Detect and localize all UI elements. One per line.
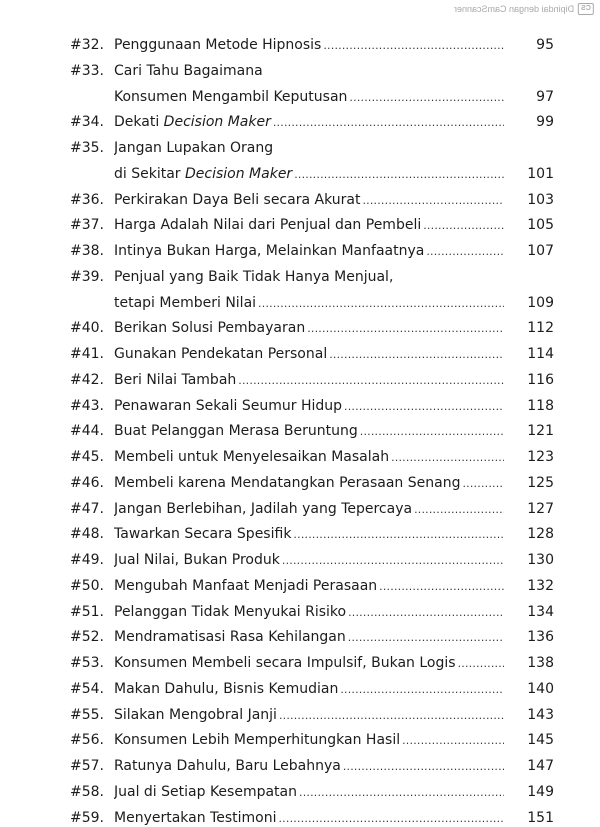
toc-entry-number: #36. [70, 191, 104, 208]
toc-entry-title-segment: Jangan Berlebihan, Jadilah yang Tepercaya [114, 500, 413, 517]
toc-entry-line [0, 188, 600, 214]
toc-entry [0, 548, 600, 574]
toc-entry-title [114, 110, 271, 136]
toc-entry-title-segment: di Sekitar [114, 165, 185, 182]
toc-entry [0, 239, 600, 265]
toc-entry [0, 213, 600, 239]
toc-leader-dots [402, 728, 504, 754]
toc-page-number: 140 [527, 680, 554, 697]
toc-entry-title [114, 548, 280, 574]
toc-leader-dots [323, 33, 504, 59]
toc-entry-number: #50. [70, 577, 104, 594]
toc-entry-title [114, 728, 400, 754]
toc-entry-number: #54. [70, 680, 104, 697]
toc-entry-title-wrap [114, 574, 504, 600]
toc-leader-dots [426, 239, 504, 265]
toc-entry-title-segment: Pelanggan Tidak Menyukai Risiko [114, 603, 347, 620]
toc-entry-title-segment: Konsumen Membeli secara Impulsif, Bukan Logis [114, 655, 456, 671]
camscanner-logo-icon: CS [578, 3, 594, 15]
toc-entry-number: #53. [70, 655, 104, 671]
toc-page-number: 151 [527, 809, 554, 826]
toc-entry-title-wrap [114, 806, 504, 827]
toc-entry-number: #37. [70, 217, 104, 234]
toc-entry [0, 574, 600, 600]
toc-page-number: 123 [527, 449, 554, 465]
toc-entry-title-segment: Silakan Mengobral Janji [114, 706, 277, 723]
toc-entry [0, 368, 600, 394]
toc-entry-title-segment: Menyertakan Testimoni [114, 809, 277, 826]
toc-page-number: 114 [527, 346, 554, 362]
toc-entry-title-segment: Penjual yang Baik Tidak Hanya Menjual, [114, 268, 394, 285]
toc-entry-title-wrap [114, 625, 504, 651]
toc-entry-line [0, 239, 600, 265]
toc-entry-title-wrap [114, 419, 504, 445]
toc-entry [0, 625, 600, 651]
toc-leader-dots [282, 548, 504, 574]
toc-entry [0, 471, 600, 497]
toc-leader-dots [458, 651, 504, 677]
toc-entry-title-segment: Gunakan Pendekatan Personal [114, 346, 328, 362]
toc-entry [0, 780, 600, 806]
toc-entry-line [0, 394, 600, 420]
toc-page-number: 101 [527, 165, 554, 182]
toc-entry-number: #42. [70, 371, 104, 388]
toc-entry-number: #33. [70, 62, 104, 79]
toc-page-number: 147 [527, 758, 554, 774]
toc-page-number: 136 [527, 629, 554, 646]
toc-leader-dots [423, 213, 504, 239]
toc-page-number: 99 [536, 114, 554, 131]
toc-entry-line [0, 780, 600, 806]
toc-entry-title [114, 651, 456, 677]
toc-entry-line [0, 136, 600, 162]
toc-leader-dots [343, 754, 504, 780]
toc-entry [0, 445, 600, 471]
toc-entry-line [0, 625, 600, 651]
toc-leader-dots [307, 316, 504, 342]
toc-entry-line [0, 59, 600, 85]
toc-entry-number: #57. [70, 758, 104, 774]
toc-entry [0, 136, 600, 188]
toc-page-number: 121 [527, 423, 554, 440]
toc-entry-title-wrap [114, 213, 504, 239]
toc-leader-dots [278, 806, 504, 827]
toc-entry-line [0, 162, 600, 188]
toc-page-number: 130 [527, 552, 554, 568]
toc-entry-title-wrap [114, 548, 504, 574]
toc-entry-line [0, 574, 600, 600]
toc-entry-title [114, 188, 360, 214]
toc-entry [0, 754, 600, 780]
toc-entry-title-wrap [114, 780, 504, 806]
toc-entry-line [0, 368, 600, 394]
toc-entry-line [0, 342, 600, 368]
toc-entry-title-segment: Beri Nilai Tambah [114, 371, 237, 388]
toc-leader-dots [279, 703, 504, 729]
watermark-text: Dipindai dengan CamScanner [454, 4, 575, 14]
toc-entry-line [0, 291, 600, 317]
toc-entry-title-wrap [114, 265, 504, 291]
toc-entry-title-wrap [114, 136, 504, 162]
toc-entry-title [114, 316, 305, 342]
toc-leader-dots [329, 342, 504, 368]
toc-entry-number: #49. [70, 552, 104, 568]
toc-entry-title-wrap [114, 522, 504, 548]
toc-entry-line [0, 316, 600, 342]
toc-page-number: 118 [527, 397, 554, 414]
toc-entry-title [114, 33, 321, 59]
toc-entry-number: #46. [70, 474, 104, 491]
toc-entry-line [0, 600, 600, 626]
toc-entry-title [114, 806, 276, 827]
toc-entry-title-segment: Harga Adalah Nilai dari Penjual dan Pembeli [114, 217, 422, 234]
toc-entry-line [0, 703, 600, 729]
toc-entry-title [114, 394, 342, 420]
toc-leader-dots [348, 600, 504, 626]
toc-entry-title [114, 342, 327, 368]
toc-entry-title-wrap [114, 600, 504, 626]
toc-entry-title [114, 265, 393, 291]
toc-entry-title-wrap [114, 728, 504, 754]
toc-page-number: 95 [536, 37, 554, 53]
toc-entry-title-wrap [114, 394, 504, 420]
toc-entry-title-segment: Mendramatisasi Rasa Kehilangan [114, 629, 346, 646]
toc-entry-line [0, 33, 600, 59]
toc-entry-title-segment: Decision Maker [185, 165, 293, 182]
toc-page-number: 138 [527, 655, 554, 671]
toc-entry-title-segment: Perkirakan Daya Beli secara Akurat [114, 191, 361, 208]
toc-entry-title-segment: Jual Nilai, Bukan Produk [114, 552, 280, 568]
toc-entry-line [0, 651, 600, 677]
toc-entry-title [114, 368, 236, 394]
toc-entry-title-segment: Decision Maker [163, 114, 271, 131]
toc-leader-dots [348, 625, 504, 651]
toc-entry-line [0, 548, 600, 574]
toc-entry-title [114, 625, 346, 651]
toc-leader-dots [360, 419, 504, 445]
toc-entry-number: #43. [70, 397, 104, 414]
toc-entry-line [0, 471, 600, 497]
toc-entry-title [114, 600, 346, 626]
toc-entry-title-wrap [114, 291, 504, 317]
toc-entry-line [0, 728, 600, 754]
toc-entry-number: #55. [70, 706, 104, 723]
toc-entry-title-segment: Konsumen Mengambil Keputusan [114, 88, 348, 105]
toc-entry-number: #45. [70, 449, 104, 465]
toc-entry-title [114, 471, 460, 497]
toc-entry-title-wrap [114, 677, 504, 703]
toc-leader-dots [294, 162, 504, 188]
toc-entry [0, 110, 600, 136]
toc-leader-dots [391, 445, 504, 471]
toc-leader-dots [273, 110, 504, 136]
toc-entry-number: #59. [70, 809, 104, 826]
toc-entry-title-wrap [114, 651, 504, 677]
toc-entry-title-segment: Berikan Solusi Pembayaran [114, 320, 306, 337]
toc-entry [0, 419, 600, 445]
toc-entry-title-segment: Membeli untuk Menyelesaikan Masalah [114, 449, 390, 465]
toc-page-number: 116 [527, 371, 554, 388]
toc-entry-title-wrap [114, 239, 504, 265]
toc-entry [0, 806, 600, 827]
toc-entry-title-segment: Ratunya Dahulu, Baru Lebahnya [114, 758, 341, 774]
toc-entry-number: #47. [70, 500, 104, 517]
toc-entry-title-wrap [114, 703, 504, 729]
toc-entry-title-wrap [114, 110, 504, 136]
toc-leader-dots [238, 368, 504, 394]
toc-entry-title [114, 522, 291, 548]
toc-entry [0, 651, 600, 677]
camscanner-watermark [454, 3, 594, 15]
toc-entry-number: #40. [70, 320, 104, 337]
toc-leader-dots [293, 522, 504, 548]
toc-entry [0, 703, 600, 729]
toc-page-number: 143 [527, 706, 554, 723]
table-of-contents [0, 33, 600, 827]
toc-entry [0, 188, 600, 214]
toc-entry-number: #58. [70, 783, 104, 800]
toc-entry-title [114, 85, 347, 111]
toc-entry-title-segment: Intinya Bukan Harga, Melainkan Manfaatnya [114, 243, 425, 259]
toc-entry-title-segment: Cari Tahu Bagaimana [114, 62, 263, 79]
toc-entry [0, 497, 600, 523]
toc-entry-title-wrap [114, 188, 504, 214]
toc-entry [0, 522, 600, 548]
toc-entry [0, 394, 600, 420]
toc-page-number: 107 [527, 243, 554, 259]
toc-entry [0, 265, 600, 317]
toc-entry-line [0, 419, 600, 445]
toc-entry-title-wrap [114, 497, 504, 523]
toc-entry-title-wrap [114, 162, 504, 188]
toc-entry-title [114, 754, 341, 780]
toc-entry-title-wrap [114, 85, 504, 111]
toc-leader-dots [340, 677, 504, 703]
toc-entry-title [114, 136, 273, 162]
toc-entry-title [114, 497, 412, 523]
toc-entry [0, 33, 600, 59]
toc-entry-title-wrap [114, 342, 504, 368]
toc-entry-title [114, 291, 256, 317]
toc-entry-title-wrap [114, 33, 504, 59]
toc-entry-line [0, 754, 600, 780]
toc-entry-line [0, 677, 600, 703]
toc-leader-dots [414, 497, 504, 523]
toc-entry-title-segment: Buat Pelanggan Merasa Beruntung [114, 423, 358, 440]
toc-entry-number: #52. [70, 629, 104, 646]
toc-page-number: 145 [527, 732, 554, 749]
toc-entry-title [114, 419, 358, 445]
toc-page-number: 127 [527, 500, 554, 517]
toc-entry-line [0, 445, 600, 471]
toc-entry [0, 677, 600, 703]
toc-leader-dots [299, 780, 504, 806]
toc-entry-line [0, 110, 600, 136]
toc-entry [0, 342, 600, 368]
toc-page-number: 103 [527, 191, 554, 208]
toc-page-number: 125 [527, 474, 554, 491]
toc-entry-line [0, 497, 600, 523]
toc-page-number: 134 [527, 603, 554, 620]
toc-entry-title-segment: Jual di Setiap Kesempatan [114, 783, 297, 800]
toc-entry-title [114, 239, 424, 265]
toc-page-number: 109 [527, 294, 554, 311]
toc-entry-title-segment: Tawarkan Secara Spesifik [114, 526, 292, 543]
toc-leader-dots [362, 188, 504, 214]
toc-entry-number: #38. [70, 243, 104, 259]
toc-entry-line [0, 85, 600, 111]
toc-entry-title [114, 162, 292, 188]
toc-entry [0, 600, 600, 626]
toc-entry-line [0, 806, 600, 827]
toc-entry-title-wrap [114, 445, 504, 471]
toc-page-number: 128 [527, 526, 554, 543]
toc-entry-title [114, 703, 277, 729]
toc-page-number: 149 [527, 783, 554, 800]
toc-entry-title-segment: Dekati [114, 114, 164, 131]
toc-entry-title [114, 677, 338, 703]
toc-leader-dots [349, 85, 504, 111]
toc-entry-number: #44. [70, 423, 104, 440]
toc-entry-title-segment: Makan Dahulu, Bisnis Kemudian [114, 680, 339, 697]
toc-entry-title [114, 445, 389, 471]
toc-page-number: 97 [536, 88, 554, 105]
toc-entry-title [114, 780, 297, 806]
toc-entry-title-segment: Jangan Lupakan Orang [114, 140, 274, 156]
toc-page-number: 105 [527, 217, 554, 234]
toc-leader-dots [462, 471, 504, 497]
toc-entry-number: #34. [70, 114, 104, 131]
toc-entry-title-wrap [114, 754, 504, 780]
toc-entry-title-wrap [114, 59, 504, 85]
toc-entry-title [114, 213, 421, 239]
toc-entry-number: #48. [70, 526, 104, 543]
toc-entry-title-segment: Konsumen Lebih Memperhitungkan Hasil [114, 732, 401, 749]
toc-entry-number: #51. [70, 603, 104, 620]
toc-entry-title-wrap [114, 368, 504, 394]
toc-entry-number: #41. [70, 346, 104, 362]
toc-entry-title-segment: Mengubah Manfaat Menjadi Perasaan [114, 577, 378, 594]
toc-leader-dots [379, 574, 504, 600]
toc-entry-title-segment: Penawaran Sekali Seumur Hidup [114, 397, 343, 414]
toc-entry-number: #56. [70, 732, 104, 749]
toc-entry [0, 316, 600, 342]
toc-leader-dots [344, 394, 504, 420]
toc-leader-dots [258, 291, 504, 317]
toc-entry-number: #39. [70, 268, 104, 285]
toc-page-number: 112 [527, 320, 554, 337]
toc-entry-title-wrap [114, 316, 504, 342]
toc-entry-title-segment: tetapi Memberi Nilai [114, 294, 257, 311]
toc-entry [0, 59, 600, 111]
toc-entry-number: #35. [70, 140, 104, 156]
toc-entry-title-wrap [114, 471, 504, 497]
toc-entry-title-segment: Penggunaan Metode Hipnosis [114, 37, 322, 53]
toc-entry-line [0, 265, 600, 291]
toc-entry-number: #32. [70, 37, 104, 53]
toc-entry-line [0, 522, 600, 548]
toc-entry-title [114, 59, 263, 85]
toc-page-number: 132 [527, 577, 554, 594]
toc-entry-line [0, 213, 600, 239]
toc-entry-title [114, 574, 377, 600]
toc-entry-title-segment: Membeli karena Mendatangkan Perasaan Senang [114, 474, 461, 491]
toc-entry [0, 728, 600, 754]
